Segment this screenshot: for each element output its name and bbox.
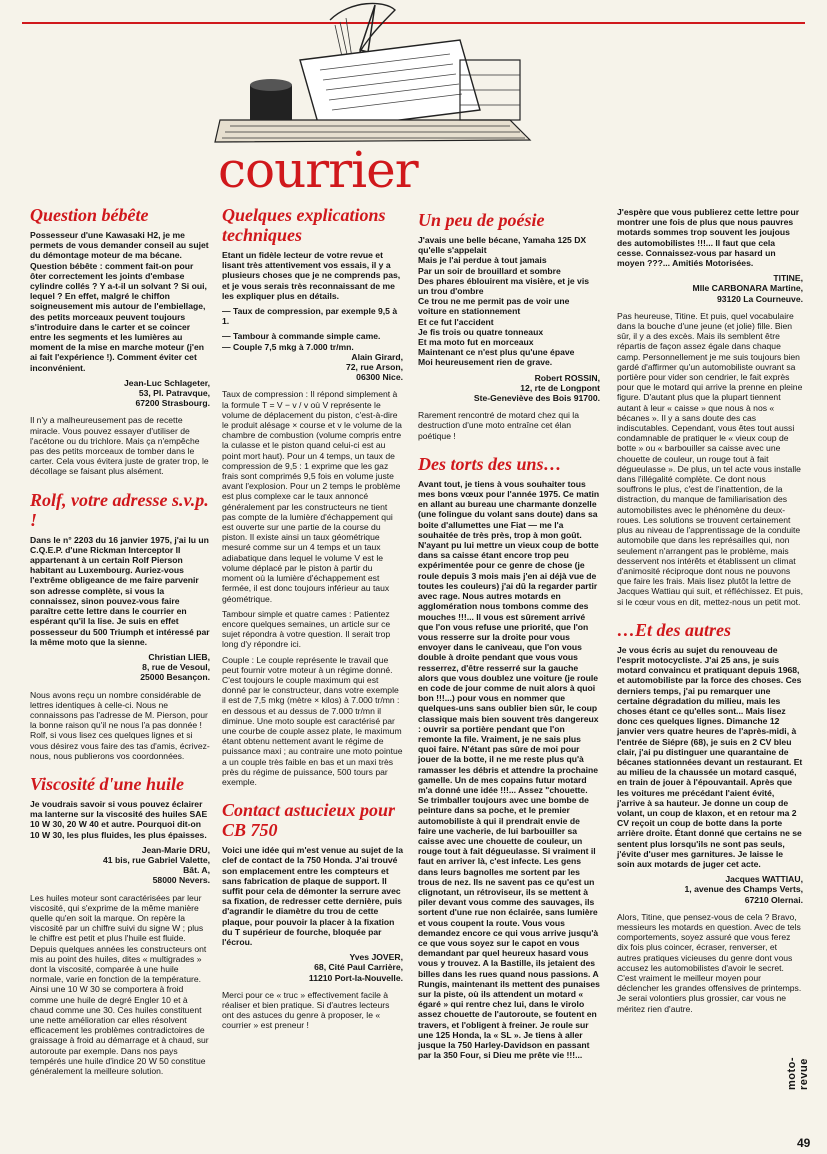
editor-answer: Les huiles moteur sont caractérisées par leur viscosité, qui s'exprime de la même manière quelle qu'en soit la marque. On repère la viscosité par un chiffre suivi du signe W ; plus le chiffre est petit et plus l'huile est fluide. Depuis quelques années les constructeurs ont mis au point des huiles, dites « multigrades » dont la viscosité, comparée à une huile normale, varie en fonction de la température. Ainsi une 10 W 30 se comportera à froid comme une huile de degré Engler 10 et à chaud comme une 30. Ces huiles constituent une nette amélioration car elles résolvent efficacement les problèmes contradictoires de graissage à froid au démarrage et à chaud, sur autoroute par exemple. Dans nos pays tempérés une huile d'indice 20 W 50 constitue généralement la meilleure solution. <box>30 892 209 1077</box>
article-title: Contact astucieux pour CB 750 <box>222 800 396 841</box>
editor-answer: Tambour simple et quatre cames : Patientez encore quelques semaines, un article sur ce sujet répondra à votre question. Il serait trop long d'y répondre ici. <box>222 608 391 650</box>
editor-answer: Pas heureuse, Titine. Et puis, quel vocabulaire dans la bouche d'une jeune (et jolie) fille. Bien sûr, il y a des excès. Mais ils semblent être répartis de façon assez égale dans chaque camp. Personnellement je me suis toujours bien gardé d'affirmer qu'un automobiliste ouvrant sa portière pour vider son cendrier, le fait exprès pour que le motard qui arrive la prenne en pleine figure. D'autant plus que la plupart tiennent autant à leur « caisse » que nous à nos « bécanes ». Il y a sans doute des cas indiscutables. Cependant, vous êtes tout aussi condamnable de pratiquer le « vieux coup de botte » ou « barbouiller sa caisse avec une chouette de couleur, un rouge tout à fait dégueulasse ». De plus, un tel acte vous installe dans l'illégalité complète. Ce dont nous souffrons le plus, c'est de l'inattention, de la distraction, du manque de familiarisation des automobilistes avec le phénomène du deux-roues. Les solutions se trouvent certainement plus au niveau de l'apprentissage de la conduite automobile que dans les représailles qui, non seulement n'arrangent pas le problème, mais desservent nos intérêts et établissent un climat d'animosité réciproque dont nous ne pouvons que faire les frais. Mais lisez plutôt la lettre de Jacques Wattiau qui suit, et réfléchissez. Et puis, si le cœur vous en dit, mettez-nous un petit mot. <box>617 310 803 607</box>
poem-line: Mais je l'ai perdue à tout jamais <box>418 255 547 266</box>
poem-line: Et ma moto fut en morceaux <box>418 337 534 348</box>
article-title: Quelques explications techniques <box>222 205 386 245</box>
editor-answer: Merci pour ce « truc » effectivement facile à réaliser et bien pratique. Si d'autres lecteurs ont des astuces du genre à proposer, le « courrier » est preneur ! <box>222 989 390 1031</box>
reader-letter: Voici une idée qui m'est venue au sujet de la clef de contact de la 750 Honda. J'ai trouvé son emplacement entre les compteurs et sans fabrication de plaque de support. Il suffit pour cela de démonter la serrure avec sa fixation, de redresser cette dernière, puis d'agrandir le diamètre du trou de cette plaque, pour pouvoir la placer à la fixation du T supérieur de fourche, bloquée par l'écrou. <box>222 845 403 947</box>
column-3 <box>418 210 600 1065</box>
poem-line: Maintenant ce n'est plus qu'une épave <box>418 347 575 358</box>
signature: Jean-Marie DRU, 41 bis, rue Gabriel Valette, Bât. A, 58000 Nevers. <box>103 844 210 886</box>
editor-answer: Couple : Le couple représente le travail que peut fournir votre moteur à un régime donné. C'est toujours le couple maximum qui est donné par le constructeur, dans votre exemple il est de 7,5 mkg (mètre × kilos) à 7.000 tr/mn : en dessous et au dessus de 7.000 tr/mn il diminue. Une moto souple est caractérisé par une courbe de couple assez plate, le maximum étant obtenu nettement avant le régime de puissance maxi ; au contraire une moto pointue a un couple très faible en bas et un maxi très près du régime de puissance, 500 tours par exemple. <box>222 654 403 787</box>
reader-letter: Je vous écris au sujet du renouveau de l'esprit motocycliste. J'ai 25 ans, je suis motard convaincu et pratiquant depuis 1968, et automobiliste par la force des choses. Ces derniers temps, j'ai pu remarquer une certaine dégradation du milieu, mais les choses étant ce qu'elles sont... Mais lisez donc ces quelques lignes. Dimanche 12 janvier vers quatre heures de l'après-midi, à l'entrée de Siépre (68), je suis en 2 CV bleu clair, j'ai pu distinguer une quarantaine de bécanes stationnées devant un restaurant. Et au milieu de la chaussée un motard casqué, en train de jouer à l'épouvantail. Après que les voitures me précédant l'aient évité, j'arrive à sa hauteur. Je donne un coup de volant, un coup de klaxon, et en retour ma 2 CV reçoit un coup de botte dans la porte arrière droite. Étant donné que certains ne se sentent plus lorsqu'ils ne sont pas seuls, j'évite d'user mes garnitures. Je laisse le soin aux motards de juger cet acte. <box>617 644 803 869</box>
poem-line: Je fis trois ou quatre tonneaux <box>418 326 544 337</box>
signature: Robert ROSSIN, 12, rte de Longpont Ste-Geneviève des Bois 91700. <box>473 372 600 404</box>
reader-letter: Etant un fidèle lecteur de votre revue et lisant très attentivement vos essais, il y a plusieurs choses que je ne comprends pas, et je vous serais très reconnaissant de me les expliquer plus en détails. <box>222 250 401 301</box>
signature: Christian LIEB, 8, rue de Vesoul, 25000 Besançon. <box>140 651 210 683</box>
poem-line: Par un soir de brouillard et sombre <box>418 265 561 276</box>
reader-letter: Avant tout, je tiens à vous souhaiter tous mes bons vœux pour l'année 1975. Ce matin en allant au bureau une charmante donzelle (une folingue du volant sans doute) dans sa boite d'allumettes une Fiat — me l'a souhaitée de très près, trop à mon goût. N'ayant pu lui mettre un vieux coup de botte dans sa caisse étant encore trop peu expérimentée pour ce genre de chose (je roule depuis 3 mois mais j'en ai déjà vue de toutes les couleurs) j'ai dû la regarder partir avec rage. Nous autres motards en agglomération nous tombons comme des mouches !!!... Il vous est sûrement arrivé que l'on vous refuse une priorité, que l'on vous resserre sur la droite pour vous envoyer dans le caniveau, que l'on vous double à droite pendant que vous vous resserrez, d'être resserré sur la gauche alors que vous doublez une voiture (je roule en code de jour comme de nuit alors à quoi bon !!!...) pour vous en nommer que quelques-uns sans oublier bien sûr, le coup classique mais bien souvent très dangereux : ouvrir sa portière pendant que l'on remonte la file. Vraiment, je ne sais plus quoi faire. N'étant pas sûre de moi pour jouer de la botte, il ne me reste plus qu'à ramasser les débris et attendre la prochaine gamelle. Un de mes copains futur motard m'a donné une idée !!!... Assez "chouette. Se trimballer toujours avec une bombe de peinture dans sa poche, et le premier automobiliste à qui il prendrait envie de faire une vacherie, de lui barbouiller sa caisse avec une chouette de couleur, un rouge tout à fait dégueulasse. Si vraiment il faut en arriver là, c'est infecte. Les gens dans leurs bagnolles me sortent par les trous de nez. Ils ne savent pas ce qu'est un clignotant, un rétroviseur, ils se mettent à piler devant vous comme des sauvages, ils sortent d'une rue non éclairée, sans lumière et vous coupent la route. Vous vous demandez encore ce qui vous arrive jusqu'à ce que vous soyez sur le capot en vous demandant par quel heureux hasard vous vous y trouvez. A la Bastille, ils jetaient des billes dans les rues quand nous passions. A Rungis, maintenant ils mettent des punaises sur la piste, où ils attendent un motard « égaré » qui rentre chez lui, dans le virolo assez chouette de l'autoroute, se foutent en travers, et l'obligent à freiner. Je roule sur une 125 Honda, la « SL ». Je tiens à aller jusque la 750 Harley-Davidson en passant par la 350 Four, si Dieu me prête vie !!!... <box>418 478 600 1061</box>
editor-answer: Il n'y a malheureusement pas de recette miracle. Vous pouvez essayer d'utiliser de l'acétone ou du trichlore. Mais ça n'empêche pas des petits morceaux de tomber dans le carter. Cela vous évitera juste de grater trop, le décollage se faisant plus alsément. <box>30 415 209 477</box>
poem-line: J'avais une belle bécane, Yamaha 125 DX qu'elle s'appelait <box>418 235 587 256</box>
poem-line: Et ce fut l'accident <box>418 316 494 327</box>
reader-letter-continued: J'espère que vous publierez cette lettre pour montrer une fois de plus que nous pauvres motards sommes trop souvent les joujous des automobilistes !!!... Il faut que cela cesse. Connaissez-vous par hasard un moyen ???... Amitiés Motorisées. <box>617 207 800 269</box>
question-item: — Taux de compression, par exemple 9,5 à 1. <box>222 306 398 327</box>
magazine-name: moto-revue <box>786 1056 810 1090</box>
page-number: 49 <box>797 1136 811 1150</box>
column-1 <box>30 205 210 1081</box>
signature: Jean-Luc Schlageter, 53, Pl. Patravque, 67200 Strasbourg. <box>124 377 210 409</box>
editor-answer: Rarement rencontré de motard chez qui la destruction d'une moto entraîne cet élan poétique ! <box>418 410 579 441</box>
article-title: Question bébête <box>30 205 149 225</box>
column-4 <box>617 207 803 1019</box>
question-item: — Couple 7,5 mkg à 7.000 tr/mn. <box>222 341 354 352</box>
signature: Yves JOVER, 68, Cité Paul Carrière, 11210 Port-la-Nouvelle. <box>308 952 403 983</box>
editor-answer: Taux de compression : Il répond simplement à la formule T = V − v / v où V représente le volume de déplacement du piston, c'est-à-dire le produit alésage × course et v le volume de la chambre de combustion (volume compris entre la culasse et le piston quand celui-ci est au point mort haut). Pour un 4 temps, un taux de compression de 9,5 : 1 exprime que les gaz frais sont comprimés 9,5 fois en volume juste avant l'explosion. Pour un 2 temps le problème est plus complexe car le taux annoncé généralement par les constructeurs ne tient pas compte de la lumière d'échappement qui est ouverte sur une partie de la course du piston. Il existe ainsi un taux géométrique mesuré comme sur un 4 temps et un taux adiabatique dans lequel le volume V est le volume déplacé par le piston à partir du moment où la lumière d'échappement est fermée, il est donc toujours inférieur au taux géométrique. <box>222 389 402 604</box>
article-title: Un peu de poésie <box>418 210 545 230</box>
quill-and-inkwell-illustration <box>210 0 540 148</box>
signature: TITINE, Mlle CARBONARA Martine, 93120 La Courneuve. <box>692 273 803 304</box>
reader-letter: Je voudrais savoir si vous pouvez éclairer ma lanterne sur la viscosité des huiles SAE 10 W 30, 20 W 40 et autre. Pourquoi dit-on 10 W 30, les plus fluides, les plus épaisses. <box>30 798 208 840</box>
poem-line: Des phares éblouirent ma visière, et je vis un trou d'ombre <box>418 275 589 297</box>
article-title: Viscosité d'une huile <box>30 773 185 794</box>
article-title: Des torts des uns… <box>418 453 562 474</box>
editor-answer: Nous avons reçu un nombre considérable de lettres identiques à celle-ci. Nous ne connaissons pas l'adresse de M. Pierson, pour la bonne raison qu'il ne nous l'a pas donnée ! Rolf, si vous lisez ces quelques lignes et si vous désirez vous faire des tas d'amis, écrivez-nous, nous publierons vos coordonnées. <box>30 689 210 761</box>
article-title: …Et des autres <box>617 619 732 640</box>
poem-line: Moi heureusement rien de grave. <box>418 357 553 368</box>
reader-letter: Possesseur d'une Kawasaki H2, je me permets de vous demander conseil au sujet du démontage moteur de ma bécane. Question bébête : comment fait-on pour ôter correctement les joints d'embase cylindre collés ? Y a-t-il un solvant ? Si oui, lequel ? En effet, malgré le chiffon soigneusement mis autour de l'embiellage, des petits morceaux peuvent toujours s'introduire dans le carter et se coincer entre les segments et les lumières au moment de la mise en marche moteur (j'en ai fait l'expérience !). Comment éviter cet inconvénient. <box>30 230 209 373</box>
signature: Jacques WATTIAU, 1, avenue des Champs Verts, 67210 Olernai. <box>684 874 803 905</box>
signature: Alain Girard, 72, rue Arson, 06300 Nice. <box>346 351 403 383</box>
reader-letter: Dans le n° 2203 du 16 janvier 1975, j'ai lu un C.Q.E.P. d'une Rickman Interceptor II appartenant à un certain Rolf Pierson habitant au Luxembourg. Auriez-vous l'extrême obligeance de me faire parvenir son adresse complète, si vous la connaissez, sinon pouvez-vous faire paraître cette lettre dans le courrier en espérant qu'il la lise. Je suis en effet possesseur du 500 Triumph et intéressé par la même moto que la sienne. <box>30 534 210 647</box>
poem-line: Ce trou ne me permit pas de voir une voiture en stationnement <box>418 296 570 317</box>
column-2 <box>222 205 403 1036</box>
editor-answer: Alors, Titine, que pensez-vous de cela ? Bravo, messieurs les motards en question. Avec de tels comportements, soyez assuré que vous ferez dix fois plus coincer, écraser, renverser, et autres pratiques vicieuses du genre dont vous accusez les automobilistes d'avoir le secret. C'est vraiment le meilleur moyen pour déclencher les grandes offensives de printemps. Je serai volontiers plus grossier, car vous ne méritez rien d'autre. <box>617 911 802 1014</box>
question-item: — Tambour à commande simple came. <box>222 331 381 342</box>
rubric-title: courrier <box>218 141 418 199</box>
article-title: Rolf, votre adresse s.v.p. ! <box>30 489 209 530</box>
